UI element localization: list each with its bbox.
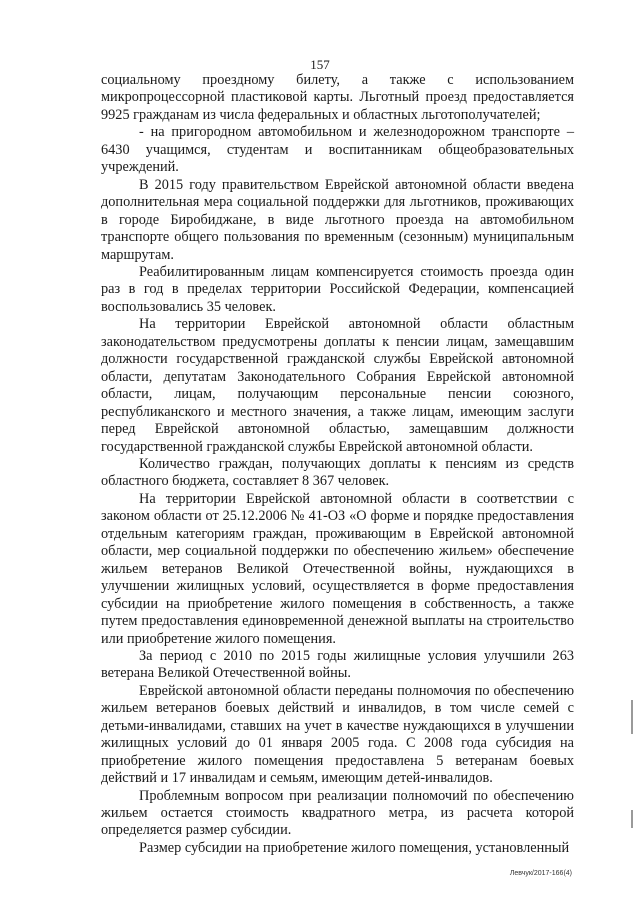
document-body	[101, 72, 574, 857]
paragraph: За период с 2010 по 2015 годы жилищные условия улучшили 263 ветерана Великой Отечественной войны.	[101, 647, 574, 682]
paragraph: - на пригородном автомобильном и железнодорожном транспорте – 6430 учащимся, студентам и воспитанникам общеобразовательных учреждений.	[101, 124, 574, 176]
page-number: 157	[310, 57, 330, 72]
paragraph: Еврейской автономной области переданы полномочия по обеспечению жильем ветеранов боевых действий и инвалидов, в том числе семей с детьми-инвалидами, ставших на учет в качестве нуждающихся в улучшении жилищных условий до 01 января 2005 года. С 2008 года субсидия на приобретение жилого помещения предоставлена 5 ветеранам боевых действий и 17 инвалидам и семьям, имеющим детей-инвалидов.	[101, 682, 574, 787]
footer-code: Левчук/2017-166(4)	[509, 870, 572, 877]
paragraph-continuation: социальному проездному билету, а также с использованием микропроцессорной пластиковой карты. Льготный проезд предоставляется 9925 гражданам из числа федеральных и областных льготополучателей;	[101, 72, 574, 123]
scan-edge-mark	[631, 700, 633, 734]
paragraph: Проблемным вопросом при реализации полномочий по обеспечению жильем остается стоимость квадратного метра, из расчета которой определяется размер субсидии.	[101, 787, 574, 839]
scan-edge-mark	[631, 810, 633, 828]
paragraph: Реабилитированным лицам компенсируется стоимость проезда один раз в год в пределах территории Российской Федерации, компенсацией воспользовались 35 человек.	[101, 263, 574, 315]
paragraph: Размер субсидии на приобретение жилого помещения, установленный	[139, 839, 570, 856]
paragraph: Количество граждан, получающих доплаты к пенсиям из средств областного бюджета, составляет 8 367 человек.	[101, 455, 574, 490]
paragraph: В 2015 году правительством Еврейской автономной области введена дополнительная мера социальной поддержки для льготников, проживающих в городе Биробиджане, в виде льготного проезда на автомобильном транспорте общего пользования по временным (сезонным) муниципальным маршрутам.	[101, 176, 574, 263]
paragraph: На территории Еврейской автономной области в соответствии с законом области от 25.12.2006 № 41-ОЗ «О форме и порядке предоставления отдельным категориям граждан, проживающим в Еврейской автономной области, мер социальной поддержки по обеспечению жильем» обеспечение жильем ветеранов Великой Отечественной войны, нуждающихся в улучшении жилищных условий, осуществляется в форме предоставления субсидии на приобретение жилого помещения в собственность, а также путем предоставления единовременной денежной выплаты на строительство или приобретение жилого помещения.	[101, 490, 574, 647]
paragraph: На территории Еврейской автономной области областным законодательством предусмотрены доплаты к пенсии лицам, замещавшим должности государственной гражданской службы Еврейской автономной области, депутатам Законодательного Собрания Еврейской автономной области, лицам, получающим персональные пенсии союзного, республиканского и местного значения, а также лицам, имеющим заслуги перед Еврейской автономной областью, замещавшим должности государственной гражданской службы Еврейской автономной области.	[101, 316, 574, 455]
